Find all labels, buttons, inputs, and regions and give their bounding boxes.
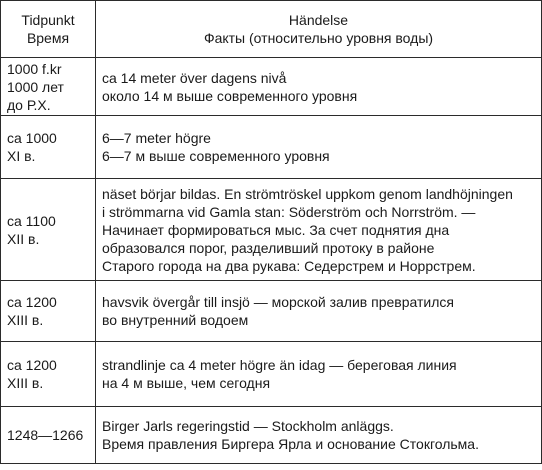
event-line: näset börjar bildas. En strömtröskel uppkom genom landhöjningen <box>102 185 513 202</box>
event-line: около 14 м выше современного уровня <box>102 87 358 104</box>
time-line: XIII в. <box>7 375 44 391</box>
header-time-line: Tidpunkt <box>21 12 75 28</box>
time-line: ca 1100 <box>7 212 56 229</box>
event-line: на 4 м выше, чем сегодня <box>102 375 271 391</box>
table-row <box>1 58 542 116</box>
time-line: ca 1000 <box>7 130 57 146</box>
time-line: XI в. <box>7 148 36 164</box>
event-line: havsvik övergår till insjö — морской залив превратился <box>102 294 454 310</box>
time-line: XIII в. <box>7 312 44 328</box>
event-line: образовался порог, разделивший протоку в районе <box>102 239 435 256</box>
header-event <box>96 1 542 58</box>
event-line: Начинает формироваться мыс. За счет поднятия дна <box>102 221 450 238</box>
header-event-line: Händelse <box>288 12 349 28</box>
time-line: ca 1200 <box>7 294 57 310</box>
time-line: 1000 лет <box>7 78 64 95</box>
time-cell <box>1 281 96 342</box>
event-line: Время правления Биргера Ярла и основание Стокгольма. <box>102 436 479 452</box>
time-cell <box>1 116 96 179</box>
table-row <box>1 179 542 281</box>
time-cell <box>1 179 96 281</box>
time-line: XII в. <box>7 230 40 247</box>
table-row <box>1 342 542 407</box>
event-cell <box>96 179 542 281</box>
time-line: 1000 f.kr <box>7 60 62 77</box>
table-row <box>1 407 542 464</box>
event-line: Старого города на два рукава: Седерстрем и Норрстрем. <box>102 257 476 274</box>
event-line: во внутренний водоем <box>102 312 249 328</box>
header-event-line: Факты (относительно уровня воды) <box>203 30 434 46</box>
time-cell <box>1 342 96 407</box>
event-line: Birger Jarls regeringstid — Stockholm anläggs. <box>102 418 394 434</box>
time-line: 1248—1266 <box>7 427 84 443</box>
event-line: strandlinje ca 4 meter högre än idag — береговая линия <box>102 357 457 373</box>
event-line: 6—7 meter högre <box>102 130 211 146</box>
event-line: 6—7 м выше современного уровня <box>102 148 330 164</box>
event-cell <box>96 342 542 407</box>
header-time <box>1 1 96 58</box>
event-cell <box>96 281 542 342</box>
event-cell <box>96 116 542 179</box>
time-cell <box>1 58 96 116</box>
time-line: ca 1200 <box>7 357 57 373</box>
event-cell <box>96 58 542 116</box>
header-time-line: Время <box>26 30 70 46</box>
table-row <box>1 116 542 179</box>
table-row <box>1 281 542 342</box>
event-line: ca 14 meter över dagens nivå <box>102 69 287 86</box>
time-cell <box>1 407 96 464</box>
table-header-row <box>1 1 542 58</box>
time-line: до Р.Х. <box>7 96 51 113</box>
event-line: i strömmarna vid Gamla stan: Söderström och Norrström. — <box>102 203 476 220</box>
event-cell <box>96 407 542 464</box>
